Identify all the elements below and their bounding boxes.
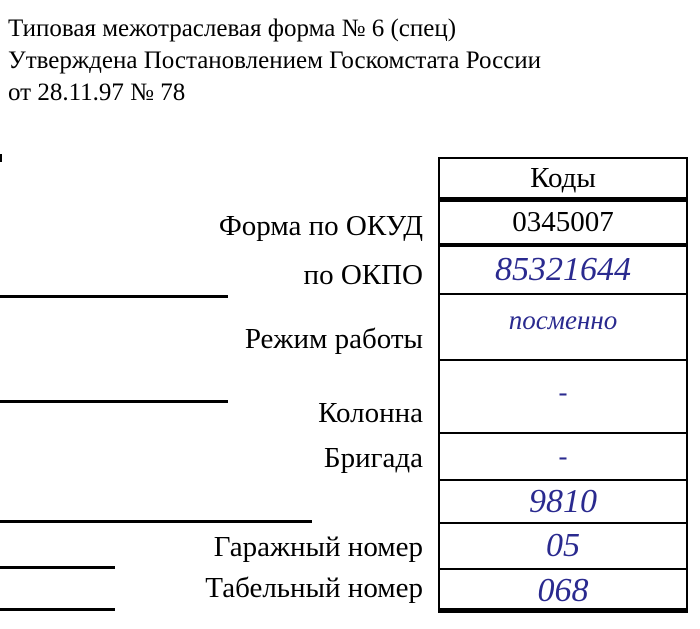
work-mode-label: Режим работы [244,323,423,355]
driver-blank-line [0,520,312,523]
tabel-number-label: Табельный номер [205,572,423,604]
approval-line: Утверждена Постановлением Госкомстата России [8,47,542,74]
codes-table [438,157,688,613]
okpo-label: по ОКПО [303,259,423,291]
form-type-line: Типовая межотраслевая форма № 6 (спец) [8,15,457,42]
approval-date-line: от 28.11.97 № 78 [8,79,186,106]
column-code-cell: - [558,377,568,407]
margin-tick [0,154,2,162]
work-mode-code-cell: посменно [508,305,618,335]
tabel-blank-line [0,608,115,611]
brigade-label: Бригада [323,442,423,474]
tabel-code-cell: 068 [537,571,589,609]
garage-number-label: Гаражный номер [213,531,423,563]
column-label: Колонна [318,397,423,429]
codes-header: Коды [530,161,596,194]
okpo-code-cell: 85321644 [495,251,631,288]
garage-code-cell: 05 [546,527,580,564]
organization-blank-line [0,295,228,298]
okud-label: Форма по ОКУД [218,210,423,242]
extra-code-cell: 9810 [529,482,597,520]
brigade-code-cell: - [558,441,568,471]
division-blank-line [0,400,228,403]
garage-blank-line [0,566,115,569]
okud-code-cell: 0345007 [512,206,614,238]
